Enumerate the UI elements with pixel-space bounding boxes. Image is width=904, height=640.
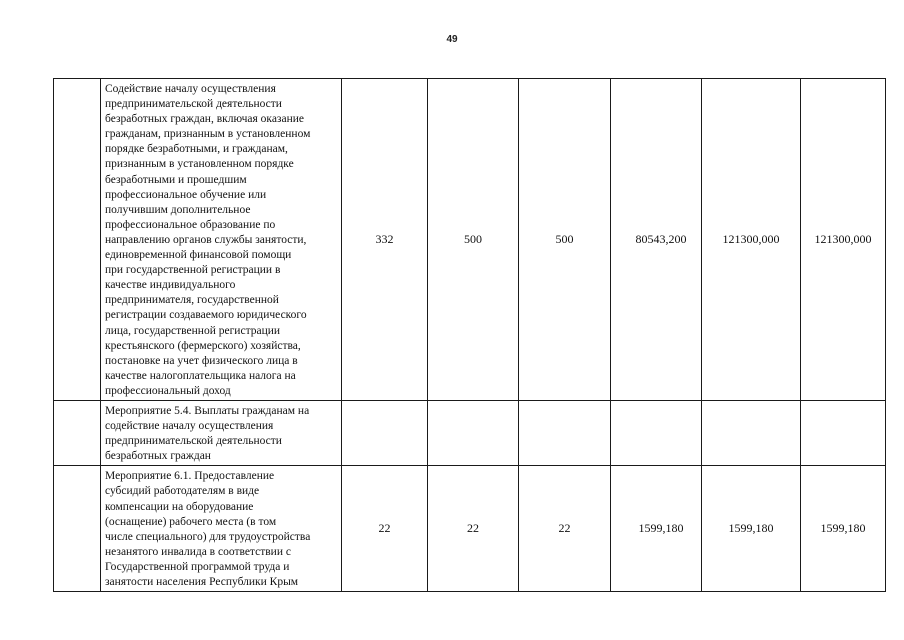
table-row: [54, 400, 886, 465]
value-cell: [702, 400, 801, 465]
description-line: безработных граждан, включая оказание: [105, 113, 304, 126]
empty-cell: [54, 466, 101, 592]
row-description: [101, 79, 342, 401]
value-cell: 22: [342, 466, 428, 592]
description-line: Мероприятие 6.1. Предоставление: [105, 470, 275, 483]
value-cell: 1599,180: [702, 466, 801, 592]
description-line: профессиональное обучение или: [105, 188, 267, 201]
value-cell: 121300,000: [702, 79, 801, 401]
description-line: предпринимательской деятельности: [105, 435, 282, 448]
empty-cell: [54, 400, 101, 465]
description-line: направлению органов службы занятости,: [105, 233, 307, 246]
value-cell: [519, 400, 611, 465]
description-line: гражданам, признанным в установленном: [105, 128, 311, 141]
value-cell: 500: [519, 79, 611, 401]
description-line: субсидий работодателям в виде: [105, 485, 260, 498]
value-cell: 80543,200: [611, 79, 702, 401]
description-line: безработными и прошедшим: [105, 173, 247, 186]
row-description: [101, 466, 342, 592]
description-line: Мероприятие 5.4. Выплаты гражданам на: [105, 404, 310, 417]
description-line: регистрации создаваемого юридического: [105, 309, 307, 322]
description-line: получившим дополнительное: [105, 203, 251, 216]
description-line: признанным в установленном порядке: [105, 158, 294, 171]
description-line: постановке на учет физического лица в: [105, 354, 298, 367]
description-line: незанятого инвалида в соответствии с: [105, 545, 291, 558]
description-line: единовременной финансовой помощи: [105, 249, 292, 262]
value-cell: [801, 400, 886, 465]
value-cell: 22: [428, 466, 519, 592]
value-cell: [342, 400, 428, 465]
description-line: безработных граждан: [105, 450, 211, 463]
value-cell: 500: [428, 79, 519, 401]
value-cell: [428, 400, 519, 465]
value-cell: 22: [519, 466, 611, 592]
description-line: крестьянского (фермерского) хозяйства,: [105, 339, 301, 352]
description-line: Содействие началу осуществления: [105, 83, 276, 95]
description-line: качестве налогоплательщика налога на: [105, 369, 296, 382]
empty-cell: [54, 79, 101, 401]
description-line: компенсации на оборудование: [105, 500, 254, 513]
description-line: Государственной программой труда и: [105, 560, 290, 573]
description-line: качестве индивидуального: [105, 279, 236, 292]
description-line: числе специального) для трудоустройства: [105, 530, 311, 543]
description-line: профессиональное образование по: [105, 218, 276, 231]
value-cell: 121300,000: [801, 79, 886, 401]
description-line: при государственной регистрации в: [105, 264, 281, 277]
value-cell: 1599,180: [611, 466, 702, 592]
row-description: [101, 400, 342, 465]
description-line: занятости населения Республики Крым: [105, 576, 299, 588]
description-line: предпринимателя, государственной: [105, 294, 279, 307]
value-cell: 332: [342, 79, 428, 401]
description-line: лица, государственной регистрации: [105, 324, 281, 337]
description-line: порядке безработными, и гражданам,: [105, 143, 288, 156]
description-line: содействие началу осуществления: [105, 420, 274, 433]
value-cell: 1599,180: [801, 466, 886, 592]
table-row: [54, 466, 886, 592]
table-row: [54, 79, 886, 401]
description-line: (оснащение) рабочего места (в том: [105, 515, 277, 528]
page-number: 49: [446, 34, 458, 45]
description-line: профессиональный доход: [105, 384, 231, 397]
program-table: [53, 78, 886, 592]
description-line: предпринимательской деятельности: [105, 98, 282, 111]
value-cell: [611, 400, 702, 465]
